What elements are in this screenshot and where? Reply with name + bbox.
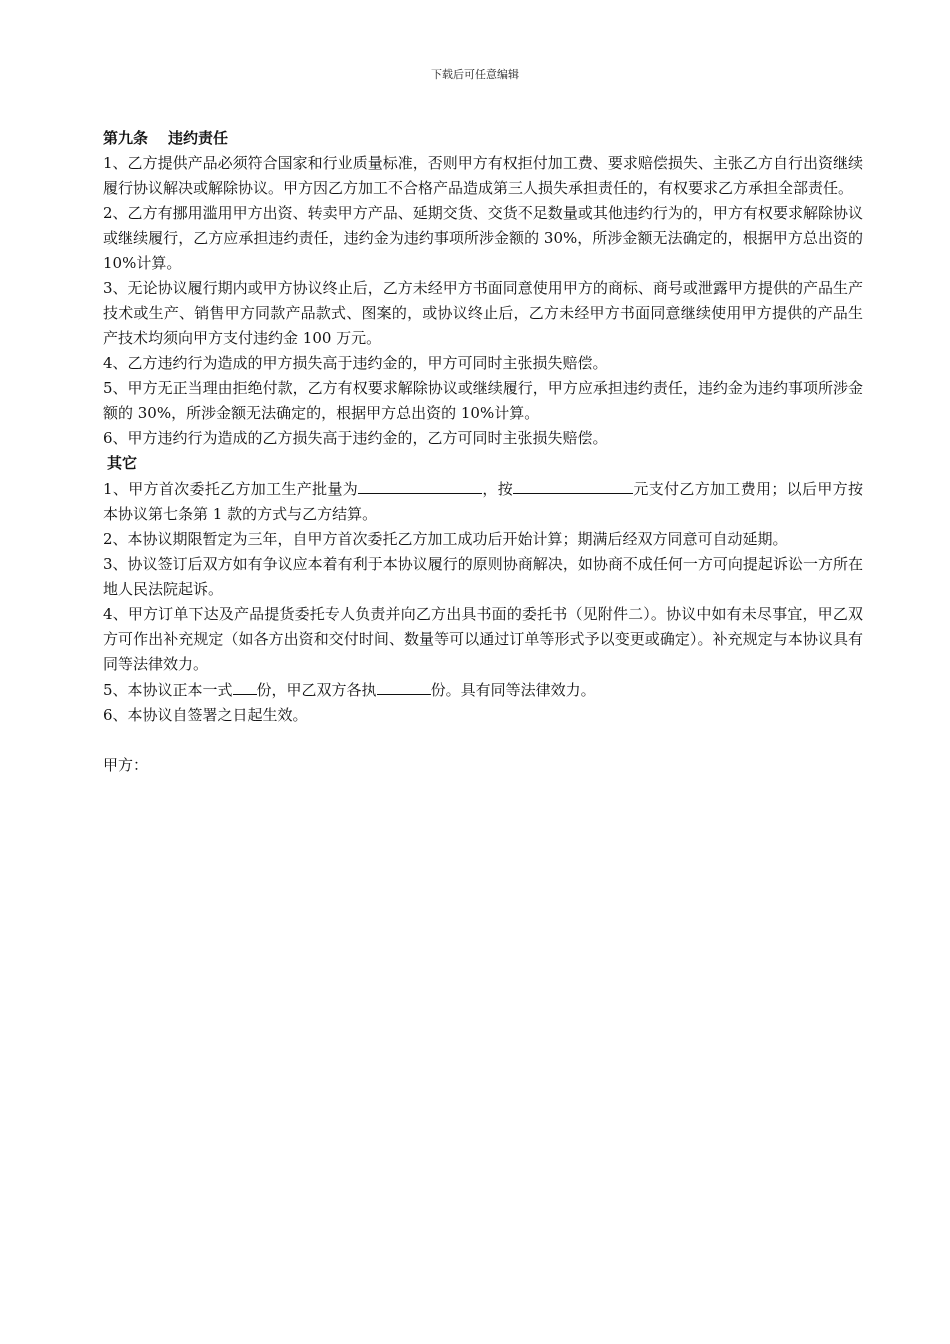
- article-9-item-3: 3、无论协议履行期内或甲方协议终止后，乙方未经甲方书面同意使用甲方的商标、商号或泄露甲方提供的产品生产技术或生产、销售甲方同款产品款式、图案的，或协议终止后，乙方未经甲方书面同意继续使用甲方提供的产品生产技术均须向甲方支付违约金 100 万元。: [103, 279, 863, 347]
- other-item-1-text-c: 元支付乙方加工费用；以后甲方按本协议第七条第 1 款的方式与乙方结算。: [103, 480, 863, 523]
- unit-price-blank[interactable]: [513, 476, 633, 494]
- party-a-signature-label: 甲方：: [103, 756, 149, 774]
- other-item-1-text-a: 1、甲方首次委托乙方加工生产批量为: [103, 480, 359, 498]
- page-header-note: 下载后可任意编辑: [431, 68, 519, 81]
- article-9-item-4: 4、乙方违约行为造成的甲方损失高于违约金的，甲方可同时主张损失赔偿。: [103, 354, 608, 372]
- other-heading: 其它: [107, 454, 138, 472]
- other-item-1: [103, 476, 863, 527]
- other-item-5-text-c: 份。具有同等法律效力。: [430, 681, 596, 699]
- document-body: [103, 126, 863, 778]
- article-9-item-5: 5、甲方无正当理由拒绝付款，乙方有权要求解除协议或继续履行，甲方应承担违约责任，违约金为违约事项所涉金额的 30%，所涉金额无法确定的，根据甲方总出资的 10%计算。: [103, 379, 863, 422]
- article-9-item-2: 2、乙方有挪用滥用甲方出资、转卖甲方产品、延期交货、交货不足数量或其他违约行为的，甲方有权要求解除协议或继续履行，乙方应承担违约责任，违约金为违约事项所涉金额的 30%，所涉金额无法确定的，根据甲方总出资的 10%计算。: [103, 204, 863, 272]
- copies-each-blank[interactable]: [377, 677, 431, 695]
- article-title: 违约责任: [168, 129, 229, 147]
- other-item-2: 2、本协议期限暂定为三年，自甲方首次委托乙方加工成功后开始计算；期满后经双方同意可自动延期。: [103, 530, 788, 548]
- other-item-6: 6、本协议自签署之日起生效。: [103, 706, 308, 724]
- other-item-5-text-b: 份，甲乙双方各执: [256, 681, 377, 699]
- article-9-heading: [103, 126, 863, 151]
- article-9-item-1: 1、乙方提供产品必须符合国家和行业质量标准，否则甲方有权拒付加工费、要求赔偿损失、主张乙方自行出资继续履行协议解决或解除协议。甲方因乙方加工不合格产品造成第三人损失承担责任的，有权要求乙方承担全部责任。: [103, 154, 863, 197]
- other-item-5-text-a: 5、本协议正本一式: [103, 681, 233, 699]
- other-item-4: 4、甲方订单下达及产品提货委托专人负责并向乙方出具书面的委托书（见附件二）。协议中如有未尽事宜，甲乙双方可作出补充规定（如各方出资和交付时间、数量等可以通过订单等形式予以变更或确定）。补充规定与本协议具有同等法律效力。: [103, 605, 863, 673]
- article-number: 第九条: [103, 129, 149, 147]
- article-9-item-6: 6、甲方违约行为造成的乙方损失高于违约金的，乙方可同时主张损失赔偿。: [103, 429, 608, 447]
- other-item-5: [103, 677, 863, 703]
- batch-quantity-blank[interactable]: [358, 476, 482, 494]
- other-item-1-text-b: ，按: [482, 480, 514, 498]
- other-item-3: 3、协议签订后双方如有争议应本着有利于本协议履行的原则协商解决，如协商不成任何一方可向提起诉讼一方所在地人民法院起诉。: [103, 555, 863, 598]
- copies-total-blank[interactable]: [233, 677, 257, 695]
